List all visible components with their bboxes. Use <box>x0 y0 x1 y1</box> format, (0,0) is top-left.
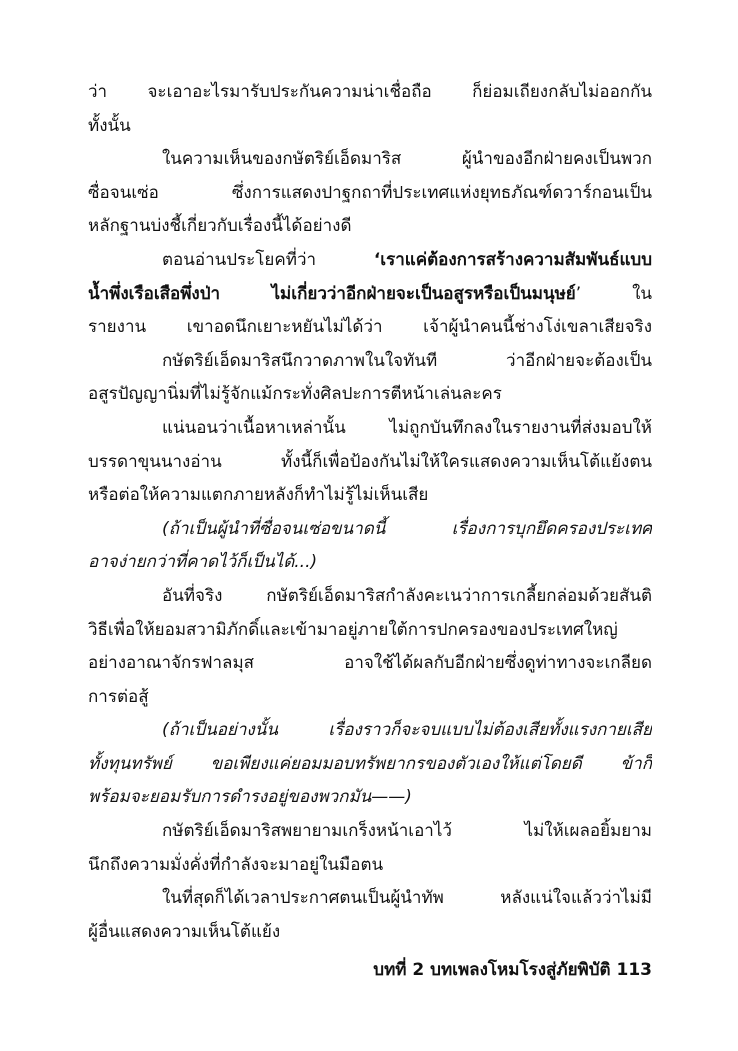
text-line: แน่นอนว่าเนื้อหาเหล่านั้น ไม่ถูกบันทึกลงในรายงานที่ส่งมอบให้ <box>162 417 652 438</box>
text-line: บรรดาขุนนางอ่าน ทั้งนี้ก็เพื่อป้องกันไม่ให้ใครแสดงความเห็นโต้แย้งตน <box>88 451 652 472</box>
text-line: ในความเห็นของกษัตริย์เอ็ดมาริส ผู้นำของอีกฝ่ายคงเป็นพวก <box>162 149 652 170</box>
text-line: อย่างอาณาจักรฟาลมุส อาจใช้ได้ผลกับอีกฝ่ายซึ่งดูท่าทางจะเกลียด <box>88 653 652 674</box>
text-line: รายงาน เขาอดนึกเยาะหยันไม่ได้ว่า เจ้าผู้นำคนนี้ช่างโง่เขลาเสียจริง <box>88 317 652 338</box>
text-line: ซื่อจนเซ่อ ซึ่งการแสดงปาฐกถาที่ประเทศแห่งยุทธภัณฑ์ดวาร์กอนเป็น <box>88 182 652 203</box>
text-line: (ถ้าเป็นอย่างนั้น เรื่องราวก็จะจบแบบไม่ต้องเสียทั้งแรงกายเสีย <box>162 720 652 741</box>
text-line: พร้อมจะยอมรับการดำรงอยู่ของพวกมัน——) <box>88 787 412 808</box>
bold-quote: น้ำพึ่งเรือเสือพึ่งป่า ไม่เกี่ยวว่าอีกฝ่ายจะเป็นอสูรหรือเป็นมนุษย์ <box>88 283 576 304</box>
text-line: กษัตริย์เอ็ดมาริสพยายามเกร็งหน้าเอาไว้ ไม่ให้เผลอยิ้มยาม <box>162 821 652 842</box>
text-line: (ถ้าเป็นผู้นำที่ซื่อจนเซ่อขนาดนี้ เรื่องการบุกยึดครองประเทศ <box>162 518 652 539</box>
text-line: หรือต่อให้ความแตกภายหลังก็ทำไม่รู้ไม่เห็นเสีย <box>88 485 429 506</box>
text-line: หลักฐานบ่งชี้เกี่ยวกับเรื่องนี้ได้อย่างดี <box>88 216 352 237</box>
text-line: น้ำพึ่งเรือเสือพึ่งป่า ไม่เกี่ยวว่าอีกฝ่ายจะเป็นอสูรหรือเป็นมนุษย์’ ใน <box>88 283 652 304</box>
text-line: นึกถึงความมั่งคั่งที่กำลังจะมาอยู่ในมือตน <box>88 854 384 875</box>
text-line: ในที่สุดก็ได้เวลาประกาศตนเป็นผู้นำทัพ หลังแน่ใจแล้วว่าไม่มี <box>162 888 652 909</box>
text-line: ว่า จะเอาอะไรมารับประกันความน่าเชื่อถือ ก็ย่อมเถียงกลับไม่ออกกัน <box>88 82 652 102</box>
bold-quote: ‘เราแค่ต้องการสร้างความสัมพันธ์แบบ <box>373 249 652 270</box>
text-line: ทั้งนั้น <box>88 115 131 136</box>
body-text <box>88 76 652 949</box>
text-line: อันที่จริง กษัตริย์เอ็ดมาริสกำลังคะเนว่าการเกลี้ยกล่อมด้วยสันติ <box>162 585 652 606</box>
text-line: การต่อสู้ <box>88 686 149 707</box>
text-line: ผู้อื่นแสดงความเห็นโต้แย้ง <box>88 921 281 942</box>
page-footer: บทที่ 2 บทเพลงโหมโรงสู่ภัยพิบัติ 113 <box>373 960 652 980</box>
text-line: กษัตริย์เอ็ดมาริสนึกวาดภาพในใจทันที ว่าอีกฝ่ายจะต้องเป็น <box>162 350 652 371</box>
text-line: ทั้งทุนทรัพย์ ขอเพียงแค่ยอมมอบทรัพยากรของตัวเองให้แต่โดยดี ข้าก็ <box>88 753 652 774</box>
text-line: ตอนอ่านประโยคที่ว่า ‘เราแค่ต้องการสร้างความสัมพันธ์แบบ <box>162 249 652 270</box>
text-line: อาจง่ายกว่าที่คาดไว้ก็เป็นได้...) <box>88 552 318 573</box>
text-line: อสูรปัญญานิ่มที่ไม่รู้จักแม้กระทั่งศิลปะการตีหน้าเล่นละคร <box>88 384 502 405</box>
text-line: วิธีเพื่อให้ยอมสวามิภักดิ์และเข้ามาอยู่ภายใต้การปกครองของประเทศใหญ่ <box>88 619 618 640</box>
